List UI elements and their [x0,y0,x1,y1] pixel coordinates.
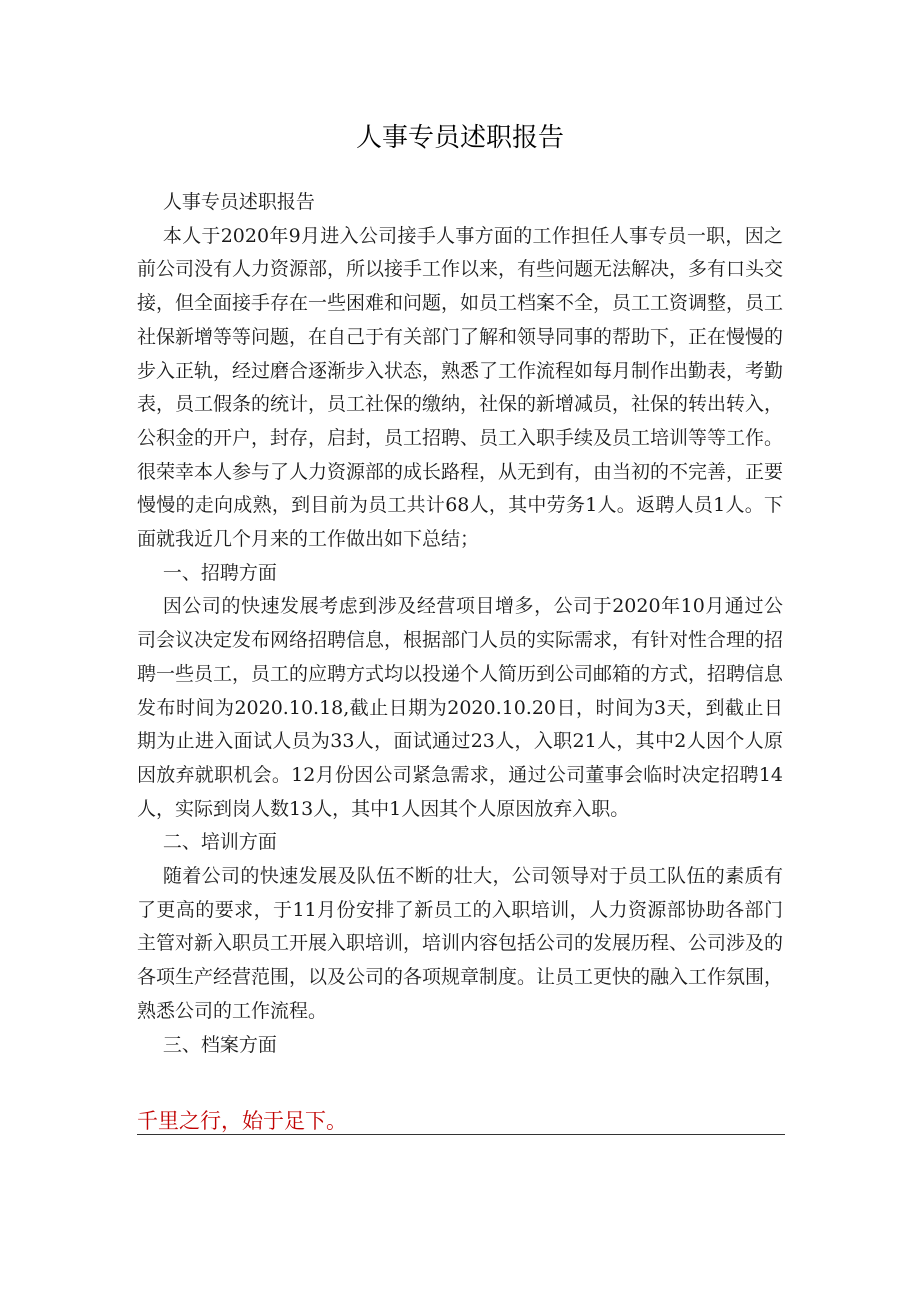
paragraph-subtitle: 人事专员述职报告 [162,191,315,213]
paragraph-training: 随着公司的快速发展及队伍不断的壮大，公司领导对于员工队伍的素质有了更高的要求，于11月份安排了新员工的入职培训，人力资源部协助各部门主管对新入职员工开展入职培训，培训内容包括公司的发展历程、公司涉及的各项生产经营范围，以及公司的各项规章制度。让员工更快的融入工作氛围，熟悉公司的工作流程。 [137,865,784,1022]
footer-divider [137,1134,785,1135]
document-title: 人事专员述职报告 [355,123,564,153]
footer-quote: 千里之行，始于足下。 [137,1109,347,1133]
paragraph-recruitment: 因公司的快速发展考虑到涉及经营项目增多，公司于2020年10月通过公司会议决定发布网络招聘信息，根据部门人员的实际需求，有针对性合理的招聘一些员工，员工的应聘方式均以投递个人简历到公司邮箱的方式，招聘信息发布时间为2020.10.18,截止日期为2020.10.20日，时间为3天，到截止日期为止进入面试人员为33人，面试通过23人，入职21人，其中2人因个人原因放弃就职机会。12月份因公司紧急需求，通过公司董事会临时决定招聘14人，实际到岗人数13人，其中1人因其个人原因放弃入职。 [137,595,784,820]
document-body [137,186,783,1062]
heading-archives: 三、档案方面 [162,1033,277,1056]
heading-training: 二、培训方面 [162,831,277,854]
heading-recruitment: 一、招聘方面 [162,561,277,584]
paragraph-intro: 本人于2020年9月进入公司接手人事方面的工作担任人事专员一职，因之前公司没有人力资源部，所以接手工作以来，有些问题无法解决，多有口头交接，但全面接手存在一些困难和问题，如员工档案不全，员工工资调整，员工社保新增等等问题，在自己于有关部门了解和领导同事的帮助下，正在慢慢的步入正轨，经过磨合逐渐步入状态，熟悉了工作流程如每月制作出勤表，考勤表，员工假条的统计，员工社保的缴纳，社保的新增减员，社保的转出转入，公积金的开户，封存，启封，员工招聘、员工入职手续及员工培训等等工作。很荣幸本人参与了人力资源部的成长路程，从无到有，由当初的不完善，正要慢慢的走向成熟，到目前为员工共计68人，其中劳务1人。返聘人员1人。下面就我近几个月来的工作做出如下总结； [137,224,784,551]
